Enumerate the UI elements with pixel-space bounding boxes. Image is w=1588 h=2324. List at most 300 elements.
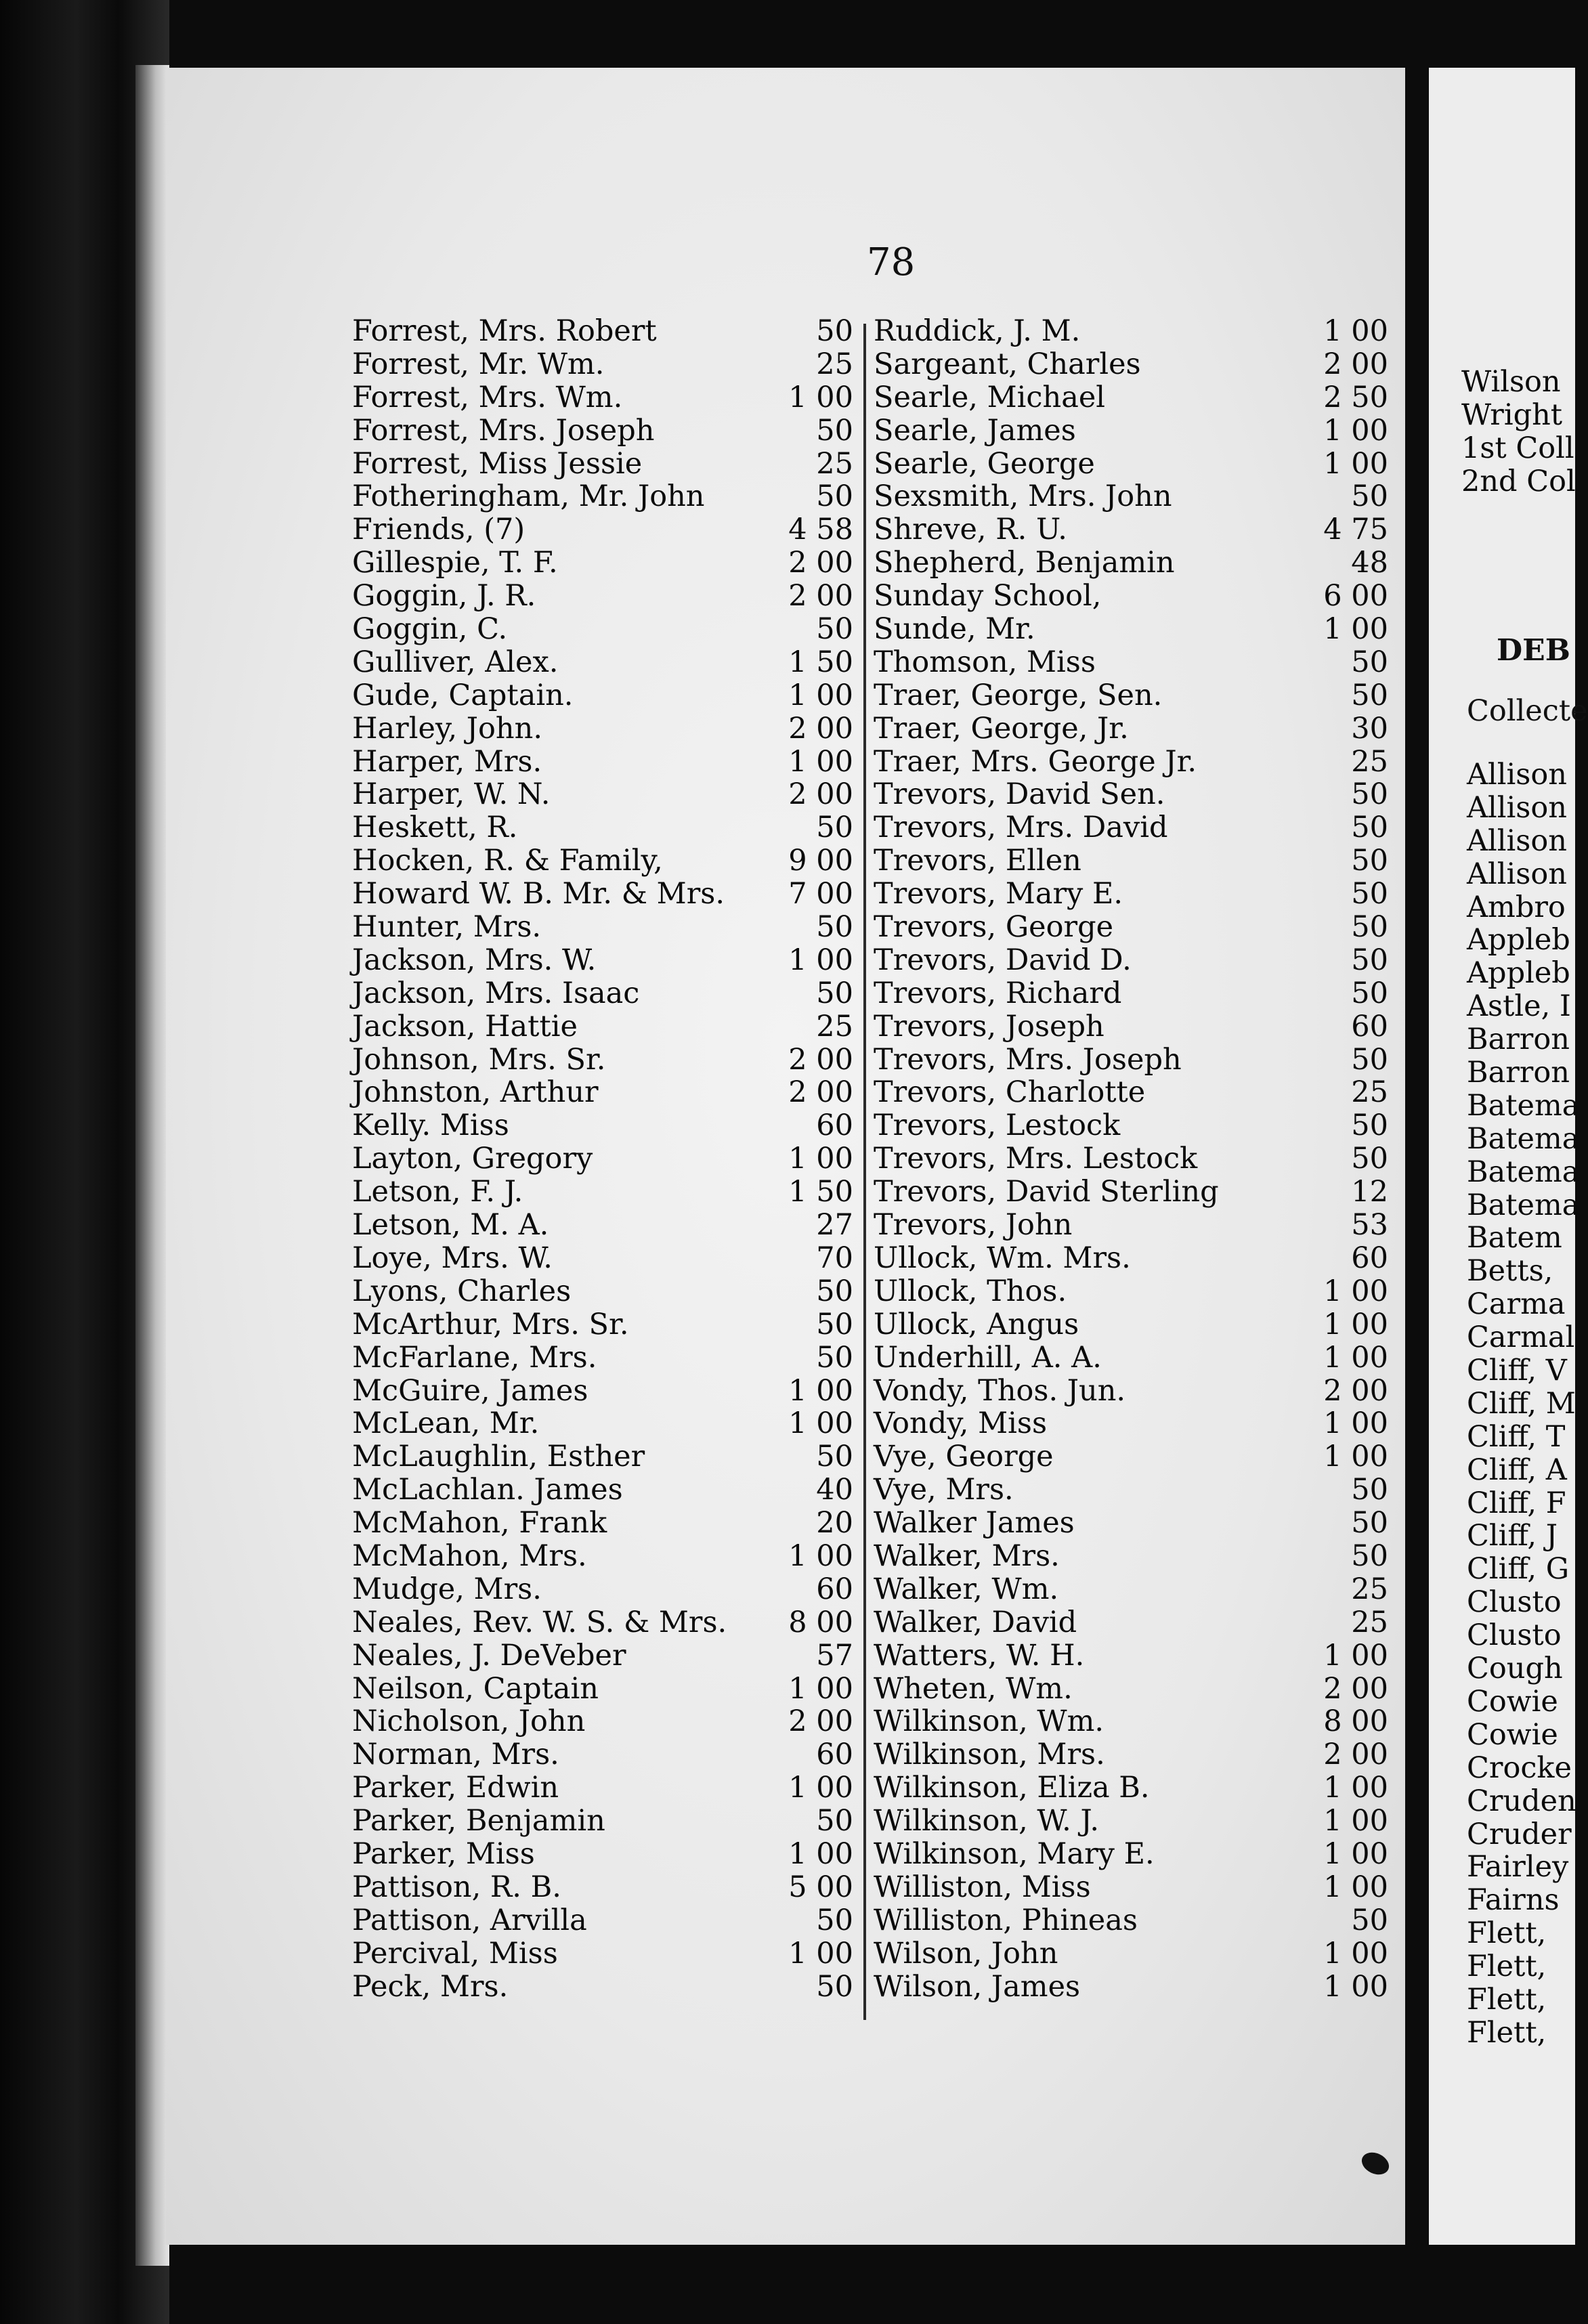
next-page-name: Cliff, V	[1467, 1354, 1567, 1388]
subscriber-name: Wilkinson, W. J.	[874, 1804, 1100, 1838]
next-page-name: Flett,	[1467, 1982, 1547, 2017]
subscription-amount: 1 00	[1323, 1969, 1388, 2004]
list-item	[352, 1275, 857, 1308]
subscriber-name: Trevors, David Sen.	[874, 777, 1165, 812]
next-page-name: Cruder	[1467, 1817, 1572, 1851]
subscription-amount: 50	[816, 1440, 853, 1474]
list-item	[352, 1771, 857, 1805]
subscription-amount: 60	[1351, 1241, 1388, 1275]
list-item	[874, 1771, 1388, 1805]
subscriber-name: Parker, Benjamin	[352, 1804, 605, 1838]
subscription-amount: 50	[816, 1340, 853, 1375]
subscription-amount: 50	[1351, 811, 1388, 845]
subscriber-name: Trevors, David Sterling	[874, 1175, 1219, 1209]
subscriber-name: Shepherd, Benjamin	[874, 546, 1175, 580]
subscription-amount: 7 00	[788, 877, 853, 911]
list-item	[352, 746, 857, 779]
page-number: 78	[867, 240, 916, 284]
next-page-name: Cowie	[1467, 1717, 1558, 1752]
list-item	[874, 811, 1388, 844]
next-page-name: Batem	[1467, 1221, 1562, 1255]
list-item	[874, 580, 1388, 613]
subscription-amount: 2 00	[1323, 1671, 1388, 1706]
list-item	[874, 1573, 1388, 1606]
list-item	[352, 878, 857, 911]
next-page-top-lines	[1461, 366, 1576, 498]
list-item	[874, 1209, 1388, 1242]
list-item	[352, 811, 857, 844]
list-item	[874, 1407, 1388, 1440]
next-page-name: Allison	[1467, 857, 1567, 891]
subscription-amount: 50	[1351, 1042, 1388, 1077]
subscription-amount: 50	[816, 1804, 853, 1838]
subscriber-name: Ullock, Angus	[874, 1307, 1079, 1341]
list-item	[874, 1043, 1388, 1077]
subscriber-name: Goggin, C.	[352, 612, 508, 647]
subscription-amount: 6 00	[1323, 579, 1388, 614]
subscription-amount: 1 00	[1323, 1406, 1388, 1441]
next-page-name: Allison	[1467, 823, 1567, 858]
list-item	[352, 1341, 857, 1375]
list-item	[874, 348, 1388, 381]
list-item	[874, 1904, 1388, 1937]
list-item	[874, 1275, 1388, 1308]
subscription-amount: 25	[1351, 1572, 1388, 1606]
subscription-amount: 1 00	[1323, 1440, 1388, 1474]
subscription-amount: 2 00	[788, 711, 853, 746]
subscription-amount: 25	[1351, 1075, 1388, 1110]
list-item	[352, 1375, 857, 1408]
subscription-amount: 53	[1351, 1208, 1388, 1243]
list-item	[874, 679, 1388, 712]
next-page-name: Fairns	[1467, 1883, 1560, 1918]
subscription-amount: 1 00	[788, 678, 853, 712]
subscriber-name: Letson, M. A.	[352, 1208, 549, 1243]
list-item	[874, 315, 1388, 348]
list-item	[352, 712, 857, 746]
subscriber-name: Walker, David	[874, 1605, 1077, 1639]
list-item	[352, 646, 857, 679]
list-item	[352, 1308, 857, 1341]
list-item	[352, 1209, 857, 1242]
list-item	[874, 911, 1388, 944]
subscriber-name: Jackson, Hattie	[352, 1009, 578, 1043]
subscription-amount: 1 00	[788, 744, 853, 779]
list-item	[874, 1805, 1388, 1838]
list-item	[352, 1010, 857, 1043]
subscriber-name: Mudge, Mrs.	[352, 1572, 542, 1606]
subscription-amount: 70	[816, 1241, 853, 1275]
next-page-name: Barron	[1467, 1056, 1570, 1090]
subscriber-name: Letson, F. J.	[352, 1175, 523, 1209]
subscriber-name: McLachlan. James	[352, 1473, 623, 1507]
list-item	[874, 1738, 1388, 1771]
subscriber-name: Harper, Mrs.	[352, 744, 542, 779]
subscriber-name: Traer, Mrs. George Jr.	[874, 744, 1197, 779]
subscriber-name: Neales, Rev. W. S. & Mrs.	[352, 1605, 727, 1639]
list-item	[352, 1440, 857, 1473]
subscriber-name: McFarlane, Mrs.	[352, 1340, 597, 1375]
column-divider	[863, 324, 866, 2020]
subscription-amount: 1 00	[1323, 1638, 1388, 1673]
subscriber-name: Williston, Miss	[874, 1870, 1091, 1904]
subscription-amount: 2 00	[1323, 1738, 1388, 1772]
subscriber-name: Neilson, Captain	[352, 1671, 599, 1706]
subscriber-name: Vondy, Miss	[874, 1406, 1048, 1441]
subscriber-name: Wilkinson, Eliza B.	[874, 1771, 1150, 1805]
subscriber-name: Searle, James	[874, 413, 1076, 448]
subscriber-name: Forrest, Mr. Wm.	[352, 347, 605, 381]
subscription-amount: 50	[1351, 1473, 1388, 1507]
list-item	[352, 580, 857, 613]
next-page-name: Appleb	[1467, 956, 1570, 991]
next-page-name: Flett,	[1467, 1950, 1547, 1984]
subscription-amount: 50	[1351, 844, 1388, 878]
subscription-amount: 1 00	[1323, 612, 1388, 647]
subscription-amount: 27	[816, 1208, 853, 1243]
subscriber-name: Ullock, Thos.	[874, 1274, 1067, 1308]
subscriber-name: Vye, Mrs.	[874, 1473, 1014, 1507]
subscription-amount: 25	[1351, 1605, 1388, 1639]
subscriber-name: Jackson, Mrs. Isaac	[352, 976, 640, 1010]
subscriber-name: Johnston, Arthur	[352, 1075, 599, 1110]
next-page-name: Cliff, T	[1467, 1419, 1566, 1454]
subscription-amount: 50	[816, 1969, 853, 2004]
next-page-name: Flett,	[1467, 1916, 1547, 1951]
next-page-name: Cruden	[1467, 1784, 1576, 1818]
list-item	[874, 513, 1388, 546]
list-item	[874, 977, 1388, 1010]
list-item	[352, 1838, 857, 1871]
subscriber-name: Watters, W. H.	[874, 1638, 1085, 1673]
subscription-amount: 1 00	[1323, 314, 1388, 348]
subscription-amount: 50	[1351, 910, 1388, 945]
next-page-heading: DEB	[1497, 633, 1570, 668]
list-item	[352, 1176, 857, 1209]
list-item	[874, 480, 1388, 513]
subscriber-name: Gillespie, T. F.	[352, 546, 558, 580]
subscriber-name: Percival, Miss	[352, 1936, 558, 1971]
next-page-line: 1st Coll	[1461, 431, 1574, 465]
subscriber-name: McGuire, James	[352, 1373, 588, 1408]
subscriber-name: Wilkinson, Mary E.	[874, 1836, 1155, 1871]
next-page-collect-line: Collecte	[1467, 694, 1588, 728]
next-page-name: Cliff, J	[1467, 1519, 1558, 1553]
subscriber-name: Wilson, James	[874, 1969, 1081, 2004]
subscription-amount: 1 00	[1323, 1340, 1388, 1375]
subscription-amount: 1 00	[1323, 1804, 1388, 1838]
list-item	[874, 844, 1388, 878]
list-item	[874, 1176, 1388, 1209]
next-page-name: Batema	[1467, 1121, 1580, 1156]
subscriber-name: Wilkinson, Wm.	[874, 1704, 1104, 1739]
subscription-amount: 1 00	[788, 1538, 853, 1573]
list-item	[352, 844, 857, 878]
subscription-amount: 50	[816, 976, 853, 1010]
list-item	[352, 1673, 857, 1706]
subscription-amount: 50	[816, 413, 853, 448]
subscriber-name: Neales, J. DeVeber	[352, 1638, 626, 1673]
subscription-amount: 50	[1351, 1506, 1388, 1541]
subscriber-name: Hocken, R. & Family,	[352, 844, 663, 878]
next-page-name: Appleb	[1467, 923, 1570, 957]
subscriber-name: Trevors, Mrs. Lestock	[874, 1142, 1198, 1176]
list-item	[352, 1639, 857, 1673]
subscription-amount: 50	[1351, 645, 1388, 679]
subscriber-name: McLaughlin, Esther	[352, 1440, 645, 1474]
subscriber-name: Walker, Wm.	[874, 1572, 1059, 1606]
subscriber-name: Layton, Gregory	[352, 1142, 593, 1176]
subscription-amount: 50	[1351, 1903, 1388, 1937]
list-item	[352, 1507, 857, 1540]
subscription-amount: 25	[1351, 744, 1388, 779]
next-page-name: Barron	[1467, 1023, 1570, 1057]
subscription-amount: 60	[816, 1738, 853, 1772]
next-page-name: Batema	[1467, 1188, 1580, 1222]
subscriber-name: Ruddick, J. M.	[874, 314, 1081, 348]
subscription-amount: 8 00	[788, 1605, 853, 1639]
subscriber-name: Underhill, A. A.	[874, 1340, 1102, 1375]
list-item	[352, 1904, 857, 1937]
subscription-amount: 1 00	[1323, 1771, 1388, 1805]
subscription-amount: 50	[816, 1903, 853, 1937]
subscription-amount: 1 00	[788, 1836, 853, 1871]
next-page-name: Cliff, G	[1467, 1552, 1570, 1587]
list-item	[874, 1109, 1388, 1142]
subscriber-name: Hunter, Mrs.	[352, 910, 542, 945]
subscriber-name: Forrest, Mrs. Robert	[352, 314, 657, 348]
list-item	[874, 1375, 1388, 1408]
subscription-amount: 1 00	[1323, 1836, 1388, 1871]
next-page-name: Carma	[1467, 1287, 1566, 1322]
subscriber-name: Forrest, Mrs. Joseph	[352, 413, 655, 448]
subscriber-name: Gulliver, Alex.	[352, 645, 559, 679]
subscription-amount: 50	[1351, 1538, 1388, 1573]
subscriber-name: Parker, Edwin	[352, 1771, 559, 1805]
next-page-fragment	[1429, 68, 1588, 2245]
list-item	[352, 1971, 857, 2004]
subscriber-name: Howard W. B. Mr. & Mrs.	[352, 877, 725, 911]
subscriber-name: Friends, (7)	[352, 513, 525, 547]
page-edge-shadow	[135, 65, 169, 2266]
next-page-name: Ambro	[1467, 890, 1566, 924]
subscription-amount: 57	[816, 1638, 853, 1673]
list-item	[874, 1142, 1388, 1176]
subscriber-name: Sunday School,	[874, 579, 1102, 614]
next-page-name: Batema	[1467, 1088, 1580, 1123]
subscriber-name: Gude, Captain.	[352, 678, 574, 712]
list-item	[352, 448, 857, 481]
subscription-amount: 2 00	[1323, 347, 1388, 381]
list-item	[874, 712, 1388, 746]
list-item	[352, 1805, 857, 1838]
subscription-amount: 1 00	[1323, 1870, 1388, 1904]
list-item	[352, 381, 857, 414]
subscriber-name: Fotheringham, Mr. John	[352, 479, 705, 514]
list-item	[352, 1109, 857, 1142]
subscription-amount: 50	[816, 479, 853, 514]
subscription-amount: 1 00	[1323, 1936, 1388, 1971]
subscriber-name: Trevors, Joseph	[874, 1009, 1104, 1043]
list-item	[874, 1076, 1388, 1109]
list-item	[874, 1639, 1388, 1673]
list-item	[352, 1407, 857, 1440]
subscription-amount: 25	[816, 347, 853, 381]
subscriber-name: Sargeant, Charles	[874, 347, 1141, 381]
subscriber-name: Goggin, J. R.	[352, 579, 536, 614]
list-item	[874, 381, 1388, 414]
next-page-name: Crocke	[1467, 1750, 1572, 1785]
subscription-amount: 1 00	[1323, 413, 1388, 448]
subscription-amount: 8 00	[1323, 1704, 1388, 1739]
subscriber-name: Nicholson, John	[352, 1704, 586, 1739]
next-page-name: Clusto	[1467, 1585, 1562, 1620]
subscriber-name: Peck, Mrs.	[352, 1969, 509, 2004]
subscriber-name: Forrest, Mrs. Wm.	[352, 380, 623, 414]
next-page-line: Wright	[1461, 397, 1563, 432]
subscriber-name: Trevors, Mrs. Joseph	[874, 1042, 1182, 1077]
subscription-amount: 50	[1351, 479, 1388, 514]
subscription-amount: 9 00	[788, 844, 853, 878]
subscriber-name: Vye, George	[874, 1440, 1054, 1474]
list-item	[874, 1971, 1388, 2004]
list-item	[874, 1606, 1388, 1639]
subscription-amount: 1 00	[788, 1771, 853, 1805]
subscriber-name: Trevors, Charlotte	[874, 1075, 1146, 1110]
subscription-amount: 1 00	[1323, 1307, 1388, 1341]
subscriber-name: Jackson, Mrs. W.	[352, 943, 597, 977]
next-page-name: Cowie	[1467, 1684, 1558, 1719]
list-item	[352, 1738, 857, 1771]
list-item	[352, 480, 857, 513]
next-page-name: Flett,	[1467, 2015, 1547, 2050]
list-item	[874, 613, 1388, 646]
subscription-amount: 25	[816, 446, 853, 481]
subscription-amount: 50	[1351, 877, 1388, 911]
subscription-amount: 2 00	[788, 579, 853, 614]
next-page-name: Cough	[1467, 1652, 1563, 1686]
subscription-amount: 48	[1351, 546, 1388, 580]
list-item	[352, 1142, 857, 1176]
subscription-amount: 50	[816, 314, 853, 348]
list-item	[874, 1540, 1388, 1573]
list-item	[352, 977, 857, 1010]
list-item	[874, 1507, 1388, 1540]
list-item	[874, 1010, 1388, 1043]
list-item	[352, 1473, 857, 1507]
subscription-amount: 50	[1351, 976, 1388, 1010]
subscription-amount: 50	[816, 811, 853, 845]
subscriber-name: McMahon, Frank	[352, 1506, 607, 1541]
list-item	[352, 679, 857, 712]
list-item	[352, 944, 857, 977]
subscription-amount: 25	[816, 1009, 853, 1043]
subscription-amount: 12	[1351, 1175, 1388, 1209]
list-item	[874, 1440, 1388, 1473]
list-item	[874, 1473, 1388, 1507]
list-item	[352, 613, 857, 646]
subscription-amount: 1 00	[788, 1936, 853, 1971]
subscription-amount: 50	[1351, 1109, 1388, 1143]
subscriber-name: McArthur, Mrs. Sr.	[352, 1307, 629, 1341]
next-page-name: Carmal	[1467, 1320, 1575, 1355]
subscription-amount: 1 00	[1323, 446, 1388, 481]
list-item	[874, 1308, 1388, 1341]
list-item	[874, 1937, 1388, 1971]
list-item	[352, 1871, 857, 1904]
list-item	[352, 546, 857, 580]
subscription-amount: 2 00	[788, 546, 853, 580]
subscriber-name: Trevors, Mrs. David	[874, 811, 1168, 845]
subscription-amount: 50	[1351, 678, 1388, 712]
subscriber-name: Harper, W. N.	[352, 777, 551, 812]
next-page-name: Allison	[1467, 758, 1567, 792]
subscription-amount: 2 00	[788, 1704, 853, 1739]
subscriber-name: Trevors, George	[874, 910, 1114, 945]
subscriber-name: Williston, Phineas	[874, 1903, 1138, 1937]
subscription-amount: 1 00	[1323, 1274, 1388, 1308]
subscriber-name: Trevors, Ellen	[874, 844, 1081, 878]
subscription-amount: 1 00	[788, 1142, 853, 1176]
subscription-amount: 50	[816, 612, 853, 647]
subscription-amount: 1 00	[788, 380, 853, 414]
subscriber-name: Walker James	[874, 1506, 1075, 1541]
subscription-amount: 4 75	[1323, 513, 1388, 547]
subscriber-name: McLean, Mr.	[352, 1406, 540, 1441]
subscription-amount: 1 00	[788, 943, 853, 977]
subscription-amount: 50	[816, 1274, 853, 1308]
left-column	[352, 315, 857, 2003]
list-item	[874, 1871, 1388, 1904]
subscriber-name: Pattison, R. B.	[352, 1870, 561, 1904]
subscriber-name: Searle, George	[874, 446, 1095, 481]
next-page-name: Batema	[1467, 1155, 1580, 1189]
subscription-amount: 20	[816, 1506, 853, 1541]
subscriber-name: Wheten, Wm.	[874, 1671, 1073, 1706]
subscriber-name: Traer, George, Jr.	[874, 711, 1129, 746]
subscription-amount: 30	[1351, 711, 1388, 746]
subscriber-name: Trevors, Mary E.	[874, 877, 1123, 911]
subscription-amount: 1 00	[788, 1373, 853, 1408]
list-item	[352, 1043, 857, 1077]
subscription-amount: 50	[816, 1307, 853, 1341]
subscription-amount: 1 50	[788, 1175, 853, 1209]
subscriber-name: Norman, Mrs.	[352, 1738, 559, 1772]
subscriber-name: Pattison, Arvilla	[352, 1903, 587, 1937]
subscriber-name: Kelly. Miss	[352, 1109, 509, 1143]
subscriber-name: Vondy, Thos. Jun.	[874, 1373, 1126, 1408]
subscription-amount: 40	[816, 1473, 853, 1507]
subscription-amount: 2 00	[788, 1042, 853, 1077]
subscriber-name: McMahon, Mrs.	[352, 1538, 587, 1573]
subscriber-name: Loye, Mrs. W.	[352, 1241, 553, 1275]
list-item	[352, 1705, 857, 1738]
next-page-line: 2nd Col	[1461, 464, 1576, 498]
subscriber-name: Traer, George, Sen.	[874, 678, 1163, 712]
list-item	[352, 1937, 857, 1971]
next-page-name: Fairley	[1467, 1850, 1569, 1885]
next-page-name: Cliff, M	[1467, 1386, 1576, 1421]
next-page-name: Allison	[1467, 790, 1567, 825]
list-item	[352, 1540, 857, 1573]
list-item	[352, 513, 857, 546]
list-item	[874, 448, 1388, 481]
subscriber-name: Wilson, John	[874, 1936, 1058, 1971]
list-item	[352, 315, 857, 348]
subscriber-name: Parker, Miss	[352, 1836, 535, 1871]
next-page-line: Wilson	[1461, 365, 1561, 399]
list-item	[874, 1673, 1388, 1706]
